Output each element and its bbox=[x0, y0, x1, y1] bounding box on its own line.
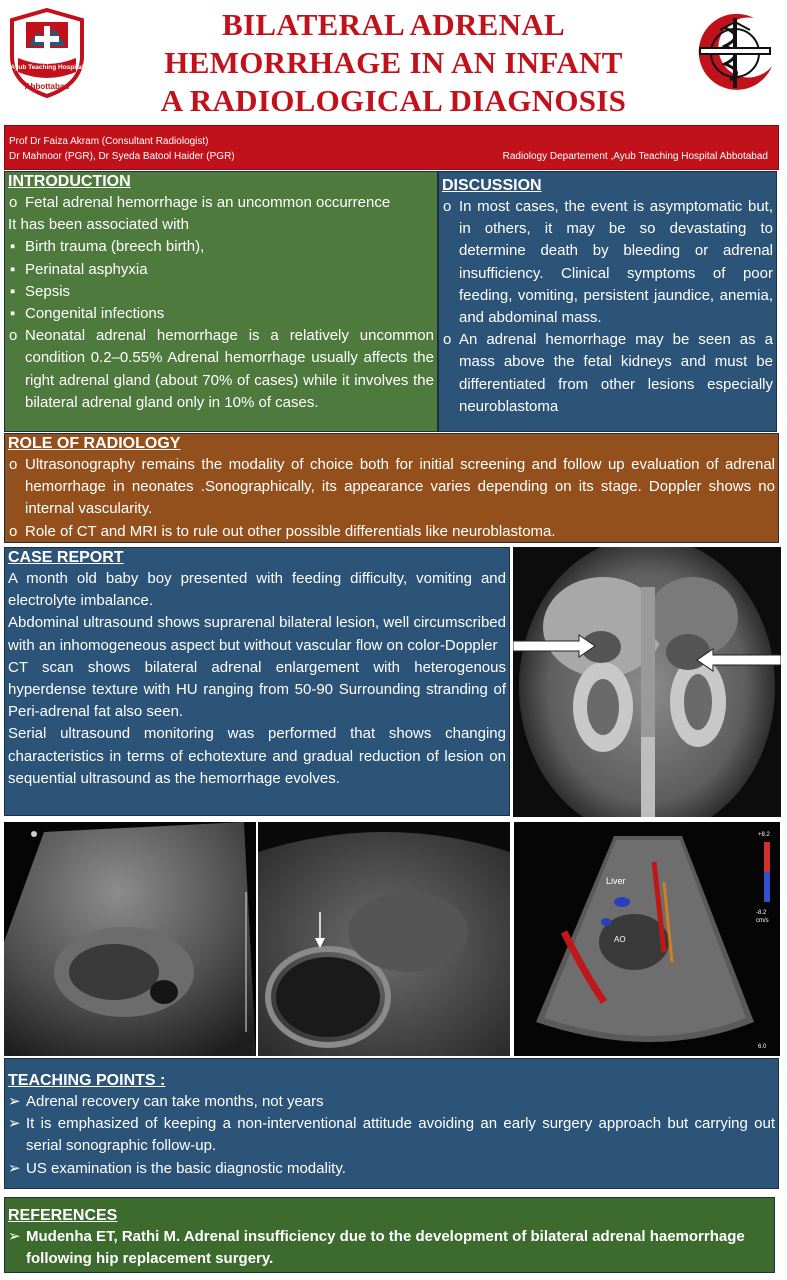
case-report-section bbox=[4, 547, 510, 816]
logo-left-text-bottom: Abbottabad bbox=[24, 82, 70, 91]
radiology-section bbox=[4, 433, 779, 543]
ct-coronal-image bbox=[513, 547, 781, 817]
teaching-heading: TEACHING POINTS : bbox=[8, 1072, 166, 1089]
author-bar bbox=[4, 125, 779, 170]
doppler-scale-unit: cm/s bbox=[756, 918, 769, 924]
department-text: Radiology Departement ,Ayub Teaching Hospital Abbotabad bbox=[502, 151, 768, 162]
radiology-point: o Ultrasonography remains the modality of choice both for initial screening and follow up evaluation of adrenal hemorrhage in neonates .Sonographically, its appearance varies depending on its stage. Doppler shows no internal vascularity. bbox=[8, 454, 775, 521]
doppler-liver-label: Liver bbox=[606, 876, 626, 886]
teaching-point: ➢ Adrenal recovery can take months, not years bbox=[8, 1091, 775, 1113]
intro-cause-item: ▪ Sepsis bbox=[8, 281, 434, 303]
references-heading: REFERENCES bbox=[8, 1207, 118, 1224]
authors-line-1: Prof Dr Faiza Akram (Consultant Radiologist) bbox=[9, 136, 209, 147]
title-line-2: HEMORRHAGE IN AN INFANT bbox=[164, 45, 623, 80]
doppler-scale-top: +8.2 bbox=[758, 832, 770, 838]
reference-item: ➢ Mudenha ET, Rathi M. Adrenal insufficiency due to the development of bilateral adrenal haemorrhage following hip replacement surgery. bbox=[8, 1226, 771, 1270]
authors-line-2: Dr Mahnoor (PGR), Dr Syeda Batool Haider (PGR) bbox=[9, 151, 235, 162]
teaching-point: ➢ US examination is the basic diagnostic modality. bbox=[8, 1158, 775, 1180]
intro-lead: o Fetal adrenal hemorrhage is an uncommon occurrence bbox=[8, 192, 434, 214]
discussion-section bbox=[438, 171, 777, 432]
discussion-point: o In most cases, the event is asymptomatic but, in others, it may be so devastating to determine death by bleeding or adrenal insufficiency. Clinical symptoms of poor feeding, vomiting, persistent jaundice, anemia, and abdominal mass. bbox=[442, 196, 773, 329]
discussion-point: o An adrenal hemorrhage may be seen as a mass above the fetal kidneys and must be differentiated from other lesions especially neuroblastoma bbox=[442, 329, 773, 418]
intro-causes-list bbox=[8, 236, 434, 325]
intro-cause-item: ▪ Perinatal asphyxia bbox=[8, 259, 434, 281]
intro-associated: It has been associated with bbox=[8, 216, 189, 234]
radiology-heading: ROLE OF RADIOLOGY bbox=[8, 435, 181, 452]
introduction-heading: INTRODUCTION bbox=[8, 173, 131, 190]
teaching-point: ➢ It is emphasized of keeping a non-interventional attitude avoiding an early surgery approach but carrying out serial sonographic follow-up. bbox=[8, 1113, 775, 1157]
poster-title bbox=[100, 6, 687, 120]
case-paragraph: Abdominal ultrasound shows suprarenal bilateral lesion, well circumscribed with an inhomogeneous aspect but without vascular flow on color-Doppler bbox=[8, 614, 506, 654]
intro-cause-item: ▪ Congenital infections bbox=[8, 303, 434, 325]
teaching-points-section bbox=[4, 1058, 779, 1189]
doppler-image bbox=[514, 822, 780, 1056]
title-line-3: A RADIOLOGICAL DIAGNOSIS bbox=[160, 83, 627, 118]
doppler-scale-bottom: -8.2 bbox=[756, 910, 767, 916]
ultrasound-image-2 bbox=[258, 822, 510, 1056]
discussion-heading: DISCUSSION bbox=[442, 177, 542, 194]
case-paragraph: CT scan shows bilateral adrenal enlargement with heterogenous hyperdense texture with HU ranging from 50-90 Surrounding stranding of Peri-adrenal fat also seen. bbox=[8, 658, 506, 721]
doppler-depth: 6.0 bbox=[758, 1044, 767, 1050]
case-paragraph: Serial ultrasound monitoring was performed that shows changing characteristics in terms of echotexture and gradual reduction of lesion on sequential ultrasound as the hemorrhage evolves. bbox=[8, 725, 506, 787]
hospital-logo-right bbox=[690, 8, 780, 98]
case-report-heading: CASE REPORT bbox=[8, 549, 124, 566]
hospital-logo-left bbox=[6, 6, 88, 98]
doppler-ao-label: AO bbox=[614, 935, 626, 944]
ultrasound-image-1 bbox=[4, 822, 256, 1056]
logo-left-text-top: Ayub Teaching Hospital bbox=[10, 64, 84, 71]
intro-cause-item: ▪ Birth trauma (breech birth), bbox=[8, 236, 434, 258]
references-section bbox=[4, 1197, 775, 1273]
intro-neonatal: o Neonatal adrenal hemorrhage is a relatively uncommon condition 0.2–0.55% Adrenal hemorrhage usually affects the right adrenal gland (about 70% of cases) while it involves the bilateral adrenal gland only in 10% of cases. bbox=[8, 325, 434, 414]
radiology-point: o Role of CT and MRI is to rule out other possible differentials like neuroblastoma. bbox=[8, 521, 775, 543]
introduction-section bbox=[4, 171, 438, 432]
title-line-1: BILATERAL ADRENAL bbox=[221, 7, 566, 42]
case-paragraph: A month old baby boy presented with feeding difficulty, vomiting and electrolyte imbalance. bbox=[8, 570, 506, 610]
